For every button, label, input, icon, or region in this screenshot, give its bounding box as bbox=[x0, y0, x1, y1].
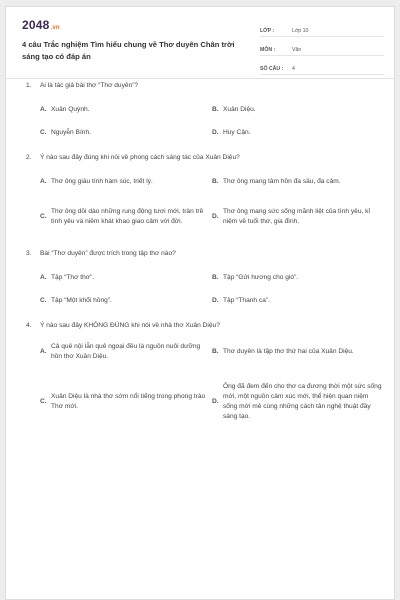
option-text: Thơ ông dồi dào những rung động tươi mới, tràn trề tình yêu và niềm khát khao giao cảm với đời. bbox=[51, 208, 204, 225]
option-a[interactable] bbox=[40, 177, 212, 187]
meta-value: Lớp 10 bbox=[292, 28, 309, 34]
option-b[interactable] bbox=[212, 105, 384, 115]
options-row bbox=[22, 97, 384, 123]
option-text: Tập “Thanh ca”. bbox=[223, 297, 270, 304]
meta-value: 4 bbox=[292, 66, 295, 72]
question-text: Ý nào sau đây đúng khi nói về phong cách sáng tác của Xuân Diệu? bbox=[40, 154, 240, 161]
option-key: C. bbox=[40, 213, 47, 220]
option-d[interactable] bbox=[212, 128, 384, 138]
options-row bbox=[22, 169, 384, 195]
option-d[interactable] bbox=[212, 296, 384, 306]
question-stem bbox=[22, 153, 384, 162]
options-row bbox=[22, 265, 384, 291]
question-stem bbox=[22, 321, 384, 330]
option-text: Thơ ông mang sức sống mãnh liệt của tình yêu, kỉ niệm về tuổi thơ, gia đình. bbox=[223, 208, 370, 225]
option-text: Xuân Diệu là nhà thơ sớm nổi tiếng trong phong trào Thơ mới. bbox=[51, 393, 206, 410]
question-number: 2. bbox=[26, 154, 32, 161]
meta-value: Văn bbox=[292, 47, 302, 53]
option-text: Tập “Một khối hồng”. bbox=[51, 297, 112, 304]
option-text: Thơ duyên là tập thơ thứ hai của Xuân Diệu. bbox=[223, 348, 354, 355]
option-a[interactable] bbox=[40, 273, 212, 283]
option-text: Xuân Diệu. bbox=[223, 106, 256, 113]
option-key: A. bbox=[40, 274, 47, 281]
option-key: B. bbox=[212, 106, 219, 113]
option-text: Thơ ông mang tâm hồn đa sầu, đa cảm. bbox=[223, 178, 341, 185]
site-logo[interactable] bbox=[22, 18, 60, 32]
options-row bbox=[22, 369, 384, 435]
option-text: Thơ ông giàu tính hàm súc, triết lý. bbox=[51, 178, 153, 185]
meta-row-subject bbox=[260, 40, 384, 56]
option-c[interactable] bbox=[40, 128, 212, 138]
option-text: Tập “Thơ thơ”. bbox=[51, 274, 95, 281]
option-text: Huy Cận. bbox=[223, 129, 251, 136]
page-title: 4 câu Trắc nghiệm Tìm hiểu chung về Thơ duyên Chân trời sáng tạo có đáp án bbox=[22, 40, 235, 61]
option-a[interactable] bbox=[40, 105, 212, 115]
option-key: A. bbox=[40, 348, 47, 355]
option-text: Ông đã đem đến cho thơ ca đương thời một sức sống mới, một nguồn cảm xúc mới, thể hiện quan niệm sống mới mẻ cùng những cách tân nghệ thuật đầy sáng tạo. bbox=[223, 383, 382, 420]
option-d[interactable] bbox=[212, 207, 384, 227]
meta-label: MÔN : bbox=[260, 47, 276, 53]
question-3 bbox=[22, 249, 384, 311]
meta-row-count bbox=[260, 59, 384, 75]
option-key: D. bbox=[212, 213, 219, 220]
option-key: B. bbox=[212, 348, 219, 355]
option-d[interactable] bbox=[212, 382, 384, 422]
question-text: Ý nào sau đây KHÔNG ĐÚNG khi nói về nhà thơ Xuân Diệu? bbox=[40, 322, 220, 329]
meta-label: LỚP : bbox=[260, 28, 275, 34]
question-1 bbox=[22, 81, 384, 143]
question-number: 4. bbox=[26, 322, 32, 329]
option-b[interactable] bbox=[212, 273, 384, 283]
option-key: A. bbox=[40, 106, 47, 113]
option-text: Xuân Quỳnh. bbox=[51, 106, 90, 113]
option-c[interactable] bbox=[40, 296, 212, 306]
meta-panel bbox=[260, 21, 384, 78]
logo-suffix: .vn bbox=[50, 25, 60, 31]
option-text: Tập “Gửi hương cho gió”. bbox=[223, 274, 299, 281]
meta-label: SỐ CÂU : bbox=[260, 66, 284, 72]
option-key: B. bbox=[212, 178, 219, 185]
option-c[interactable] bbox=[40, 207, 212, 227]
options-row bbox=[22, 195, 384, 239]
exam-page bbox=[5, 6, 395, 600]
question-number: 3. bbox=[26, 250, 32, 257]
question-2 bbox=[22, 153, 384, 239]
option-key: D. bbox=[212, 129, 219, 136]
option-key: C. bbox=[40, 297, 47, 304]
question-stem bbox=[22, 249, 384, 258]
option-text: Cả quê nội lẫn quê ngoại đều là nguồn nuôi dưỡng hồn thơ Xuân Diệu. bbox=[51, 343, 201, 360]
option-a[interactable] bbox=[40, 342, 212, 362]
option-key: C. bbox=[40, 129, 47, 136]
option-key: B. bbox=[212, 274, 219, 281]
page-header bbox=[6, 7, 394, 79]
logo-text: 2048 bbox=[22, 18, 50, 32]
option-key: D. bbox=[212, 398, 219, 405]
question-text: Bài “Thơ duyên” được trích trong tập thơ nào? bbox=[40, 250, 176, 257]
option-key: C. bbox=[40, 398, 47, 405]
question-text: Ai là tác giả bài thơ “Thơ duyên”? bbox=[40, 82, 139, 89]
question-number: 1. bbox=[26, 82, 32, 89]
question-stem bbox=[22, 81, 384, 90]
option-text: Nguyễn Bính. bbox=[51, 129, 91, 136]
option-b[interactable] bbox=[212, 347, 384, 357]
option-key: D. bbox=[212, 297, 219, 304]
meta-row-class bbox=[260, 21, 384, 37]
option-c[interactable] bbox=[40, 392, 212, 412]
options-row bbox=[22, 291, 384, 311]
option-key: A. bbox=[40, 178, 47, 185]
options-row bbox=[22, 335, 384, 369]
question-4 bbox=[22, 321, 384, 435]
option-b[interactable] bbox=[212, 177, 384, 187]
options-row bbox=[22, 123, 384, 143]
